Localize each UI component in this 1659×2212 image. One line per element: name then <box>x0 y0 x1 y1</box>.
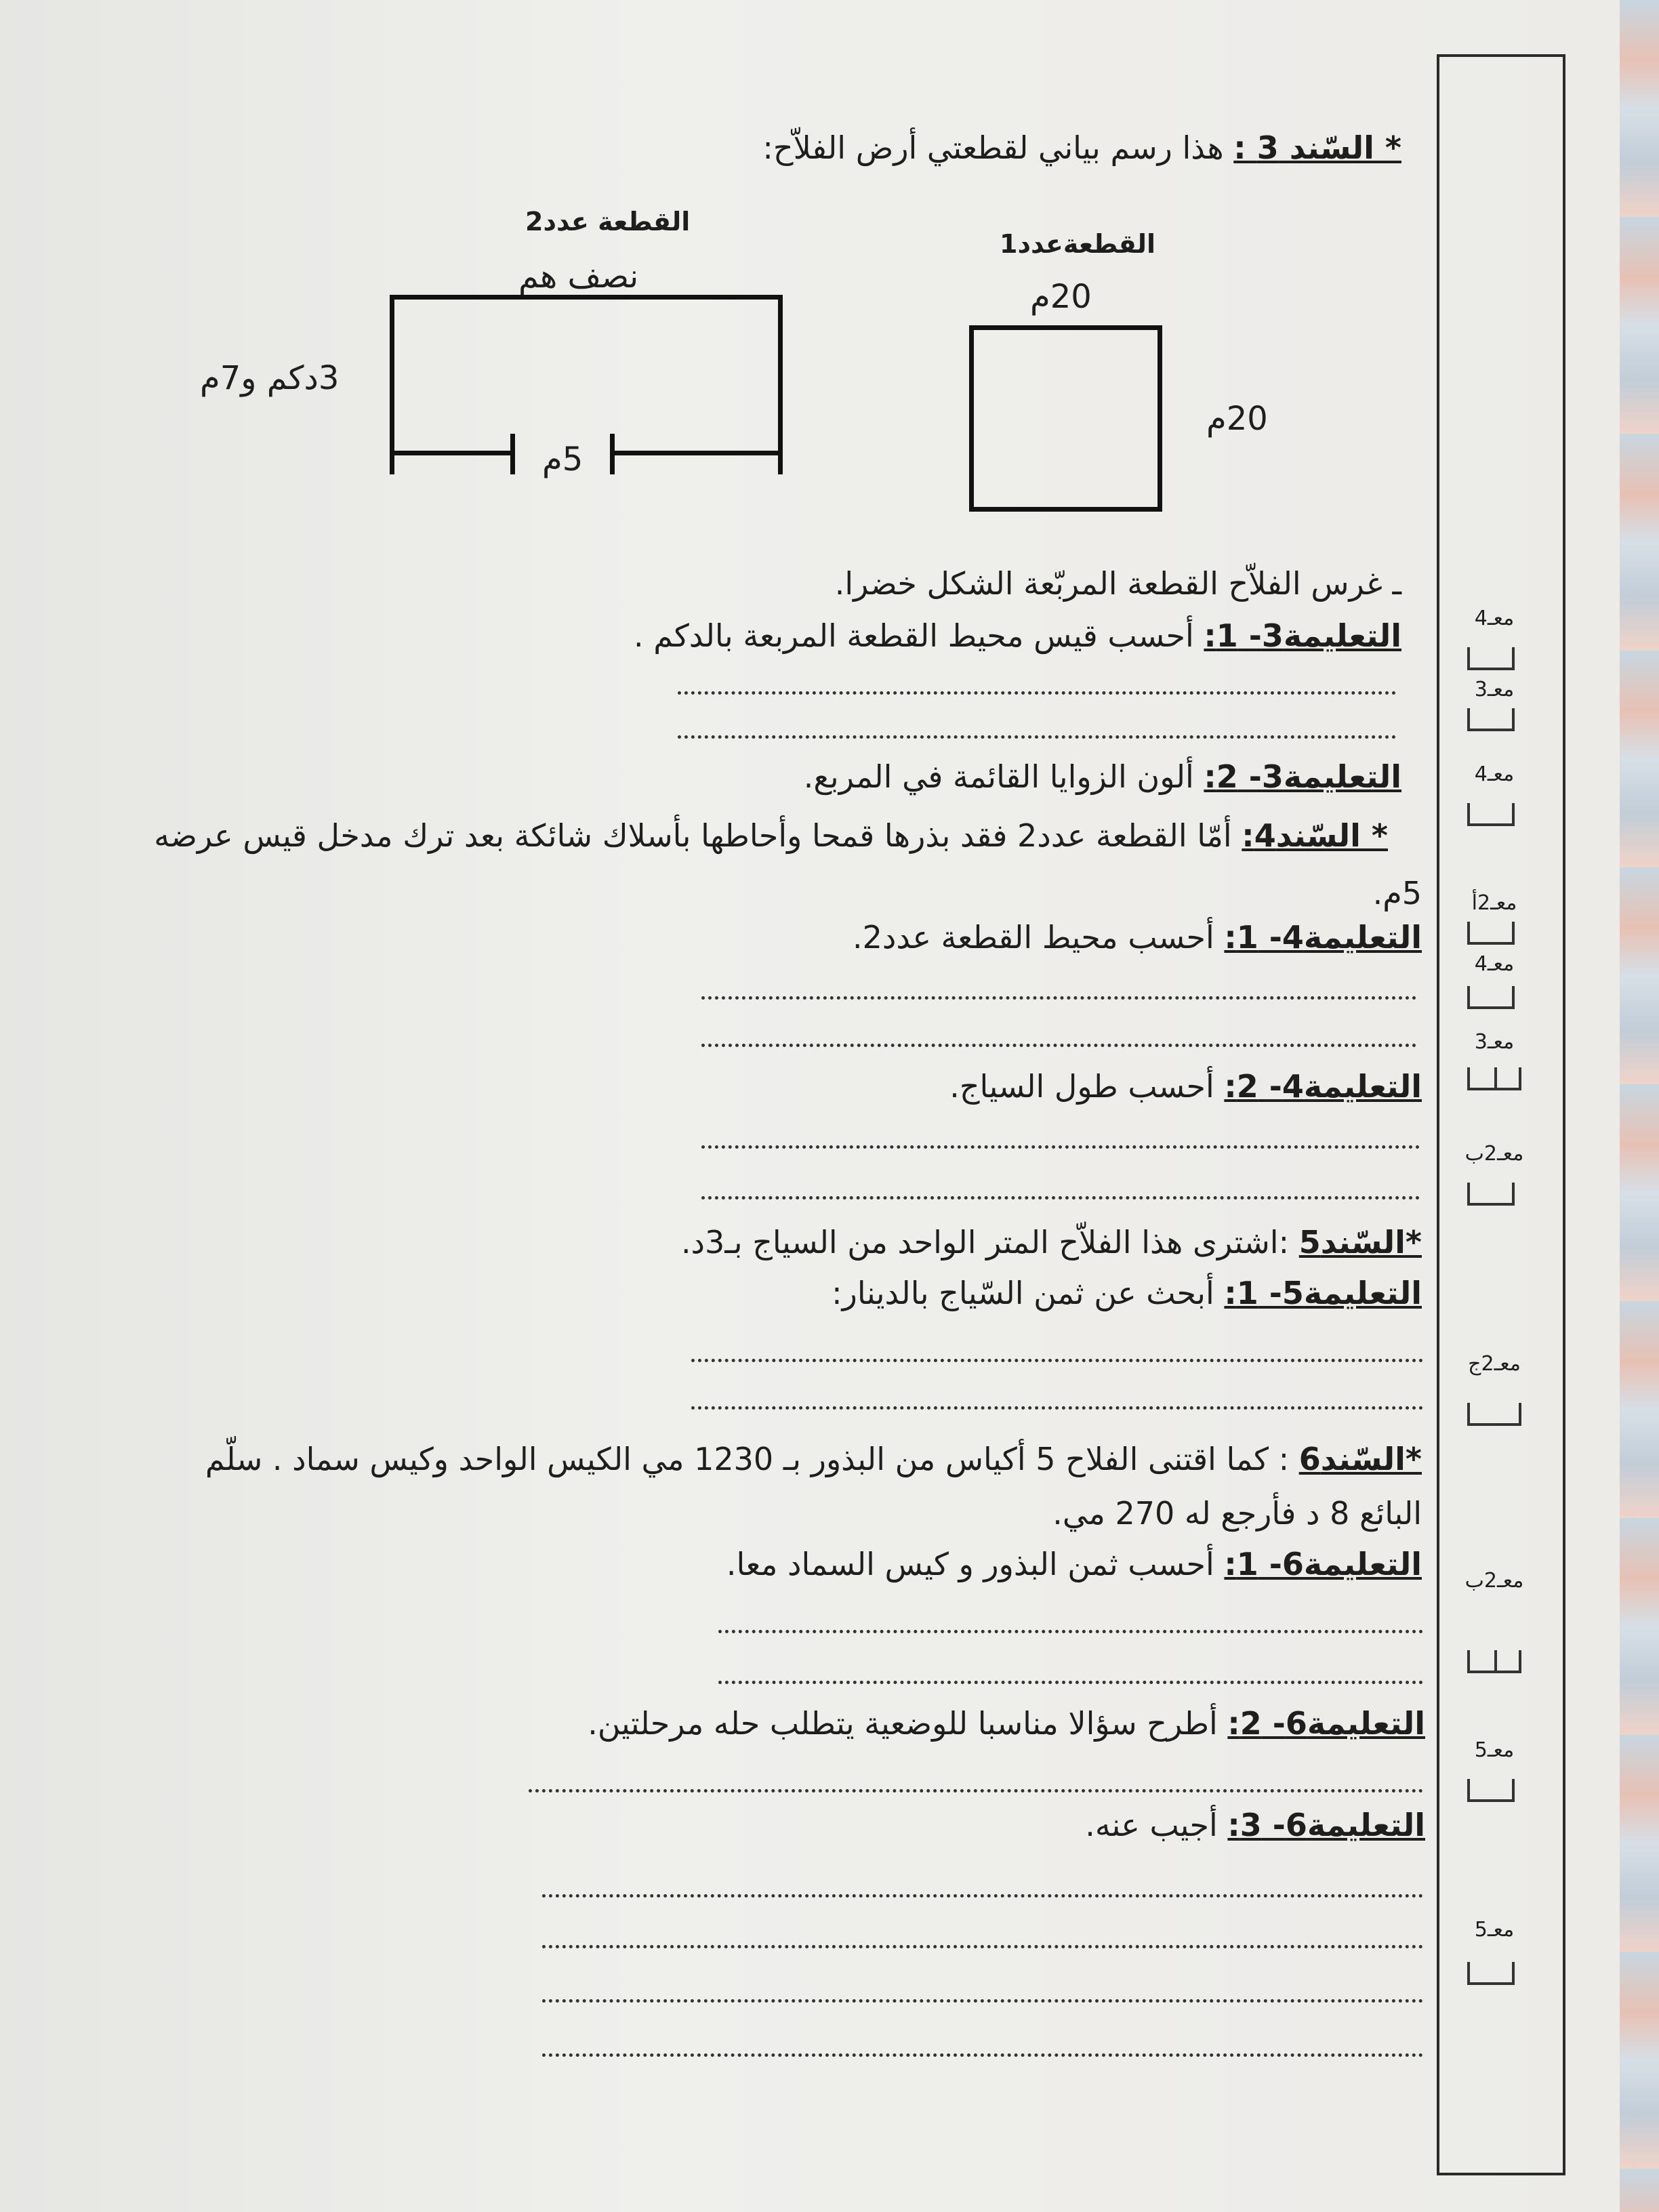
score-box[interactable] <box>1467 803 1515 826</box>
entrance-right-tick <box>610 434 615 474</box>
criterion-mark: معـ2ج <box>1468 1352 1521 1376</box>
entrance-left-tick <box>510 434 515 474</box>
criterion-mark: معـ2ب <box>1465 1142 1524 1166</box>
answer-line[interactable] <box>691 1359 1423 1362</box>
criterion-mark: معـ4 <box>1474 952 1515 976</box>
answer-line[interactable] <box>678 735 1396 739</box>
grading-margin-column <box>1437 54 1565 2175</box>
instruction-3-1: التعليمة3- 1: أحسب قيس محيط القطعة المربعة بالدكم . <box>634 617 1401 654</box>
score-box[interactable] <box>1467 922 1515 945</box>
criterion-mark: معـ4 <box>1474 607 1515 630</box>
sanad5-line: *السّند5 :اشترى هذا الفلاّح المتر الواحد من السياج بـ3د. <box>680 1224 1422 1261</box>
answer-line[interactable] <box>542 1999 1423 2003</box>
answer-line[interactable] <box>718 1630 1423 1633</box>
background-edge <box>1620 0 1659 2212</box>
criterion-mark: معـ4 <box>1474 762 1515 786</box>
plot1-square <box>969 325 1162 512</box>
instruction-6-3: التعليمة6- 3: أجيب عنه. <box>1085 1807 1425 1843</box>
answer-line[interactable] <box>542 2053 1423 2057</box>
score-box[interactable] <box>1467 1650 1521 1673</box>
answer-line[interactable] <box>701 1145 1420 1149</box>
answer-line[interactable] <box>542 1894 1423 1898</box>
answer-line[interactable] <box>691 1406 1423 1410</box>
answer-line[interactable] <box>718 1681 1423 1684</box>
criterion-mark: معـ2أ <box>1471 891 1517 915</box>
answer-line[interactable] <box>542 1945 1423 1948</box>
instruction-3-2: التعليمة3- 2: ألون الزوايا القائمة في المربع. <box>803 758 1401 795</box>
criterion-mark: معـ5 <box>1474 1738 1515 1762</box>
instruction-6-2: التعليمة6- 2: أطرح سؤالا مناسبا للوضعية يتطلب حله مرحلتين. <box>588 1705 1425 1742</box>
plot2-rectangle <box>390 295 783 474</box>
sanad3-header <box>762 129 1401 166</box>
plot2-top-label: نصف هم <box>518 258 639 295</box>
answer-line[interactable] <box>701 1044 1416 1047</box>
plot1-title: القطعةعدد1 <box>1000 229 1156 259</box>
sanad3-label: * السّند 3 : <box>1233 129 1401 166</box>
criterion-mark: معـ3 <box>1474 1030 1515 1054</box>
sanad3-text: هذا رسم بياني لقطعتي أرض الفلاّح: <box>762 129 1224 166</box>
plot2-title: القطعة عدد2 <box>525 207 691 237</box>
score-box[interactable] <box>1467 1067 1521 1090</box>
criterion-mark: معـ5 <box>1474 1918 1515 1942</box>
criterion-mark: معـ3 <box>1474 678 1515 701</box>
instruction-4-2: التعليمة4- 2: أحسب طول السياج. <box>949 1068 1422 1105</box>
score-box[interactable] <box>1467 647 1515 670</box>
score-box[interactable] <box>1467 1183 1515 1206</box>
score-box[interactable] <box>1467 1962 1515 1985</box>
instruction-5-1: التعليمة5- 1: أبحث عن ثمن السّياج بالدينار: <box>832 1275 1422 1311</box>
score-box[interactable] <box>1467 986 1515 1009</box>
criterion-mark: معـ2ب <box>1465 1569 1524 1593</box>
instruction-6-1: التعليمة6- 1: أحسب ثمن البذور و كيس السماد معا. <box>726 1546 1422 1582</box>
plot1-side-label: 20م <box>1206 400 1268 438</box>
plot2-bottom-left-segment <box>390 451 515 455</box>
score-box[interactable] <box>1467 1403 1521 1426</box>
answer-line[interactable] <box>701 996 1416 1000</box>
intro-plot1-line: ـ غرس الفلاّح القطعة المربّعة الشكل خضرا. <box>834 565 1401 602</box>
answer-line[interactable] <box>678 691 1396 695</box>
sanad6-continuation: البائع 8 د فأرجع له 270 مي. <box>1052 1495 1422 1532</box>
plot2-side-label: 3دكم و7م <box>200 359 340 397</box>
plot2-bottom-right-segment <box>610 451 783 455</box>
answer-line[interactable] <box>529 1789 1423 1793</box>
plot1-top-label: 20م <box>1030 278 1092 316</box>
answer-line[interactable] <box>701 1196 1420 1200</box>
score-box[interactable] <box>1467 708 1515 731</box>
entrance-width-label: 5م <box>542 441 583 478</box>
score-box[interactable] <box>1467 1779 1515 1802</box>
sanad4-line: * السّند4: أمّا القطعة عدد2 فقد بذرها قمحا وأحاطها بأسلاك شائكة بعد ترك مدخل قيس عرضه <box>154 817 1388 854</box>
instruction-4-1: التعليمة4- 1: أحسب محيط القطعة عدد2. <box>852 919 1422 956</box>
sanad4-continuation: 5م. <box>1372 875 1422 912</box>
sanad6-line: *السّند6 : كما اقتنى الفلاح 5 أكياس من البذور بـ 1230 مي الكيس الواحد وكيس سماد . سلّم <box>205 1441 1422 1477</box>
